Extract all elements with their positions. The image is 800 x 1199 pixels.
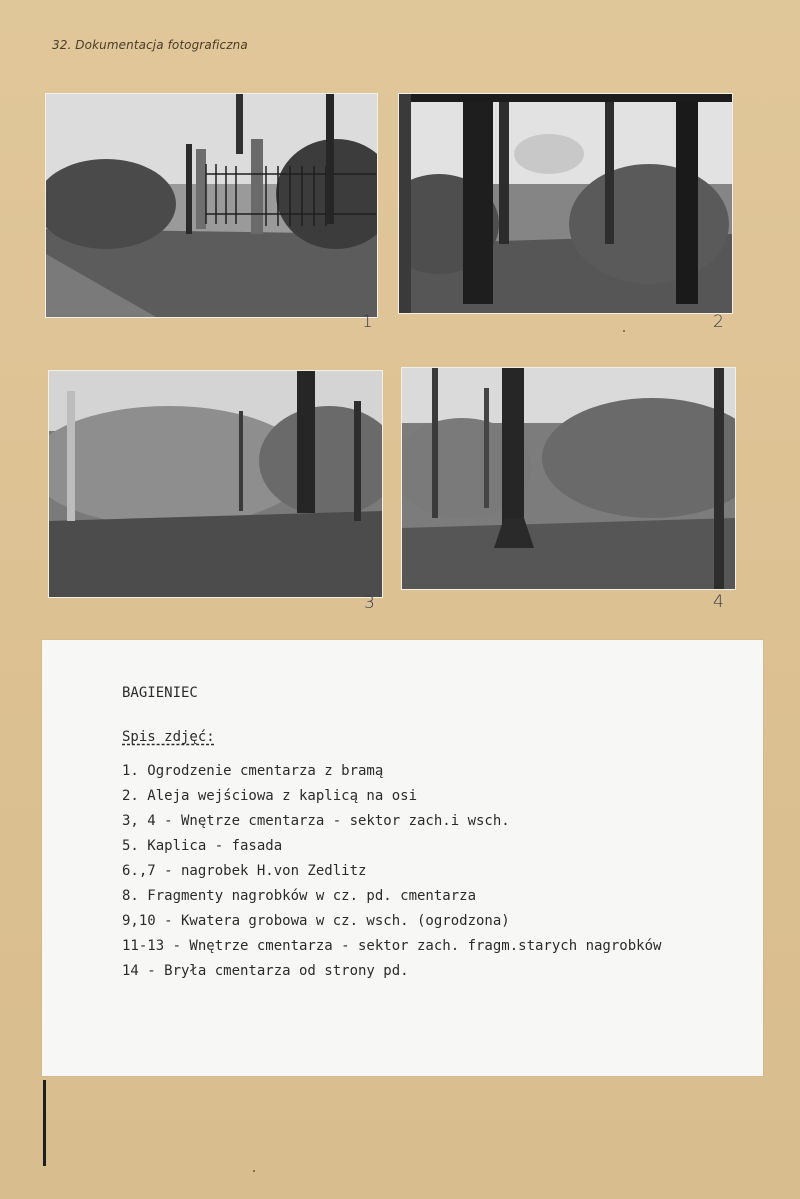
- photo-number-3: 3: [364, 593, 375, 613]
- photo-number-1: 1: [362, 312, 373, 332]
- photo-3: [48, 370, 383, 598]
- list-item: 9,10 - Kwatera grobowa w cz. wsch. (ogrodzona): [122, 913, 510, 929]
- paper-speck: [253, 1170, 255, 1172]
- photo-list: [122, 759, 661, 984]
- list-item: 5. Kaplica - fasada: [122, 838, 283, 854]
- photo-1: [45, 93, 378, 318]
- page-header: 32. Dokumentacja fotograficzna: [52, 38, 248, 52]
- photo-2: [398, 93, 733, 314]
- place-name: BAGIENIEC: [122, 685, 198, 701]
- photo-number-2: 2: [713, 312, 724, 332]
- binding-mark: [43, 1080, 46, 1166]
- list-item: 8. Fragmenty nagrobków w cz. pd. cmentarza: [122, 888, 477, 904]
- list-item: 1. Ogrodzenie cmentarza z bramą: [122, 763, 384, 779]
- list-item: 2. Aleja wejściowa z kaplicą na osi: [122, 788, 418, 804]
- list-item: 3, 4 - Wnętrze cmentarza - sektor zach.i wsch.: [122, 813, 510, 829]
- list-item: 14 - Bryła cmentarza od strony pd.: [122, 963, 409, 979]
- list-item: 6.,7 - nagrobek H.von Zedlitz: [122, 863, 367, 879]
- list-item: 11-13 - Wnętrze cmentarza - sektor zach. fragm.starych nagrobków: [122, 938, 662, 954]
- list-heading: Spis zdjęć:: [122, 729, 215, 745]
- photo-list-card: [42, 640, 763, 1076]
- photo-number-4: 4: [713, 592, 724, 612]
- paper-speck: [623, 330, 625, 332]
- photo-4: [401, 367, 736, 590]
